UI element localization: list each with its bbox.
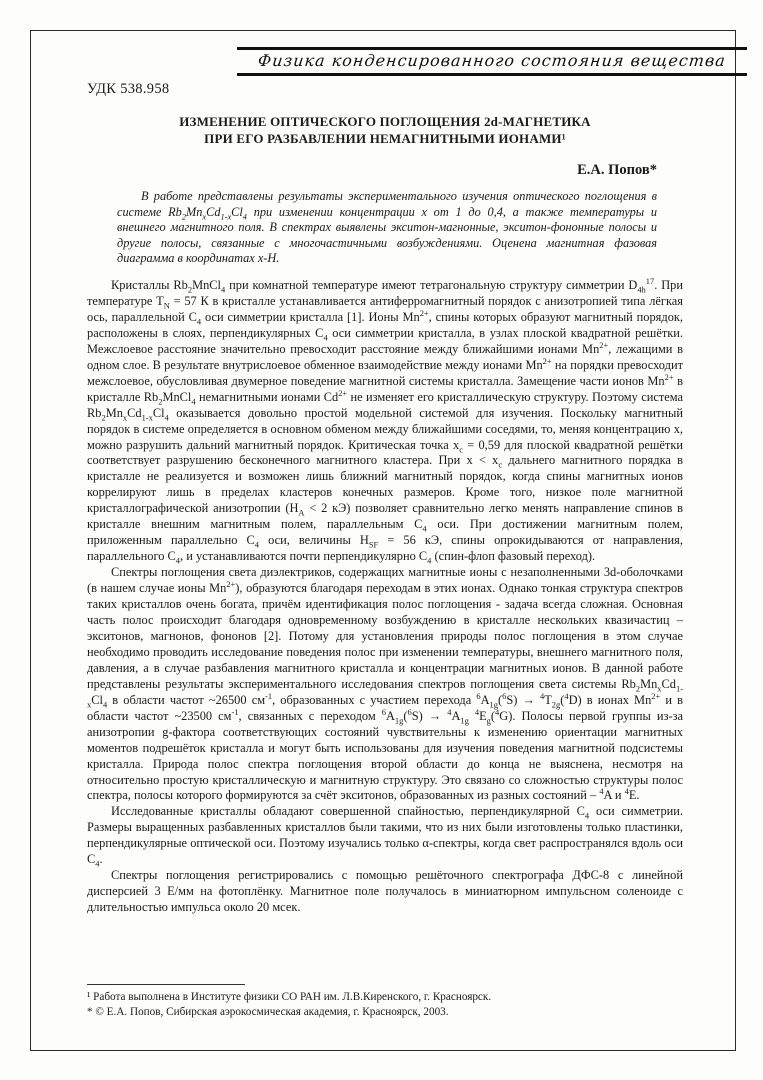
page-border-frame bbox=[30, 30, 736, 1051]
footnote-separator-rule bbox=[87, 984, 245, 985]
body-paragraph-4: Спектры поглощения регистрировались с помощью решёточного спектрографа ДФС-8 с линейной дисперсией 3 Е/мм на фотоплёнку. Магнитное поле получалось в миниатюрном импульсном соленоиде с длительностью импульса около 20 мсек. bbox=[87, 868, 683, 915]
page-content bbox=[31, 31, 735, 916]
paper-title bbox=[87, 113, 683, 147]
footnotes-block bbox=[87, 984, 683, 1020]
body-paragraph-3: Исследованные кристаллы обладают совершенной спайностью, перпендикулярной $С_4$ оси симметрии. Размеры выращенных разбавленных кристаллов были такими, что из них были изготовлены только пластинки, перпендикулярные оптической оси. Поэтому изучались только α-спектры, когда свет распространялся вдоль оси $С_4$. bbox=[87, 804, 683, 869]
article-body bbox=[87, 275, 684, 916]
paper-title-line-2: ПРИ ЕГО РАЗБАВЛЕНИИ НЕМАГНИТНЫМИ ИОНАМИ¹ bbox=[204, 131, 566, 146]
body-paragraph-2: Спектры поглощения света диэлектриков, содержащих магнитные ионы с незаполненными 3d-оболочками (в нашем случае ионы $Mn^{2+}$), образуются благодаря переходам в этих ионах. Однако тонкая структура спектров таких кристаллов очень богата, причём идентификация полос поглощения - задача всегда сложная. Основная часть полос происходит благодаря одновременному возбуждению в кристалле нескольких квазичастиц – экситонов, магнонов, фононов [2]. Потому для установления природы полос поглощения в этом случае необходимо проводить исследование поведения полос при изменении температуры, внешнего магнитного поля, давления, а в случае разбавления магнитного кристалла и концентрации магнитных ионов. В данной работе представлены результаты экспериментального исследования спектров поглощения света системы $Rb_2Mn_xCd_{1-x}Cl_4$ в области частот ~26500 $см^{-1}$, образованных с участием перехода $^6A_{1g}(^6S) \to ^4T_{2g}(^4D)$ в ионах $Mn^{2+}$ и в области частот ~23500 $см^{-1}$, связанных с переходом $^6A_{1g}(^6S) \to ^4A_{1g}$ $^4E_g(^4G)$. Полосы первой группы из-за анизотропии g-фактора соответствующих состояний чувствительны к изменению ориентации магнитных моментов подрешёток кристалла и могут быть использованы для изучения поведения магнитной подсистемы кристалла. Природа полос спектра поглощения второй области до конца не выяснена, несмотря на относительно простую кристаллическую и магнитную структуру. Это связано со сложностью структуры полос спектра, полосы которого формируются за счёт экситонов, образованных из разных состояний – $^4$A и $^4$E. bbox=[87, 565, 683, 803]
abstract-text: В работе представлены результаты экспериментального изучения оптического поглощения в системе $Rb_2Mn_xCd_{1-x}Cl_4$ при изменении концентрации x от 1 до 0,4, а также температуры и внешнего магнитного поля. В спектрах выявлены экситон-магнонные, экситон-фононные полосы и другие полосы, связанные с многочастичными возбуждениями. Оценена магнитная фазовая диаграмма в координатах x-H. bbox=[117, 189, 657, 266]
footnote-2: * © Е.А. Попов, Сибирская аэрокосмическая академия, г. Красноярск, 2003. bbox=[87, 1006, 449, 1018]
journal-section-title: Физика конденсированного состояния вещества bbox=[257, 51, 727, 70]
body-paragraph-1: Кристаллы $Rb_2MnCl_4$ при комнатной температуре имеют тетрагональную структуру симметрии $D_{4h}^{17}$. При температуре $T_N = 57$ К в кристалле устанавливается антиферромагнитный порядок с анизотропией типа лёгкая ось, параллельной $С_4$ оси симметрии кристалла [1]. Ионы $Mn^{2+}$, спины которых образуют магнитный порядок, расположены в слоях, перпендикулярных $С_4$ оси симметрии кристалла, в узлах плоской квадратной решётки. Межслоевое расстояние значительно превосходит расстояние между ближайшими ионами $Mn^{2+}$, лежащими в одном слое. В результате внутрислоевое обменное взаимодействие между ионами $Mn^{2+}$ на порядки превосходит межслоевое, обусловливая двумерное поведение магнитной системы кристалла. Замещение части ионов $Mn^{2+}$ в кристалле $Rb_2MnCl_4$ немагнитными ионами $Cd^{2+}$ не изменяет его кристаллическую структуру. Поэтому система $Rb_2Mn_xCd_{1-x}Cl_4$ оказывается довольно простой модельной системой для изучения. Поскольку магнитный порядок в системе определяется в основном обменом между ближайшими соседями, то, меняя концентрацию x, можно разрушить дальний магнитный порядок. Критическая точка $x_c = 0,59$ для плоской квадратной решётки соответствует разрушению бесконечного магнитного кластера. При $x < x_c$ дальнего магнитного порядка в кристалле не реализуется и возможен лишь ближний магнитный порядок, когда спины магнитных ионов коррелируют лишь в пределах кластеров конечных размеров. Кроме того, низкое поле магнитной кристаллографической анизотропии ($H_A < 2$ кЭ) позволяет сравнительно легко менять направление спинов в кристалле внешним магнитным полем, параллельным $С_4$ оси. При достижении магнитным полем, приложенным параллельно $С_4$ оси, величины $H_{SF} = 56$ кЭ, спины опрокидываются от направления, параллельного $С_4$, и устанавливаются почти перпендикулярно $С_4$ (спин-флоп фазовый переход). bbox=[87, 275, 684, 566]
author-name: Е.А. Попов* bbox=[577, 162, 657, 178]
footnote-1: ¹ Работа выполнена в Институте физики СО РАН им. Л.В.Киренского, г. Красноярск. bbox=[87, 991, 492, 1003]
paper-title-line-1: ИЗМЕНЕНИЕ ОПТИЧЕСКОГО ПОГЛОЩЕНИЯ 2d-МАГНЕТИКА bbox=[179, 114, 591, 129]
udk-code: УДК 538.958 bbox=[87, 81, 170, 97]
